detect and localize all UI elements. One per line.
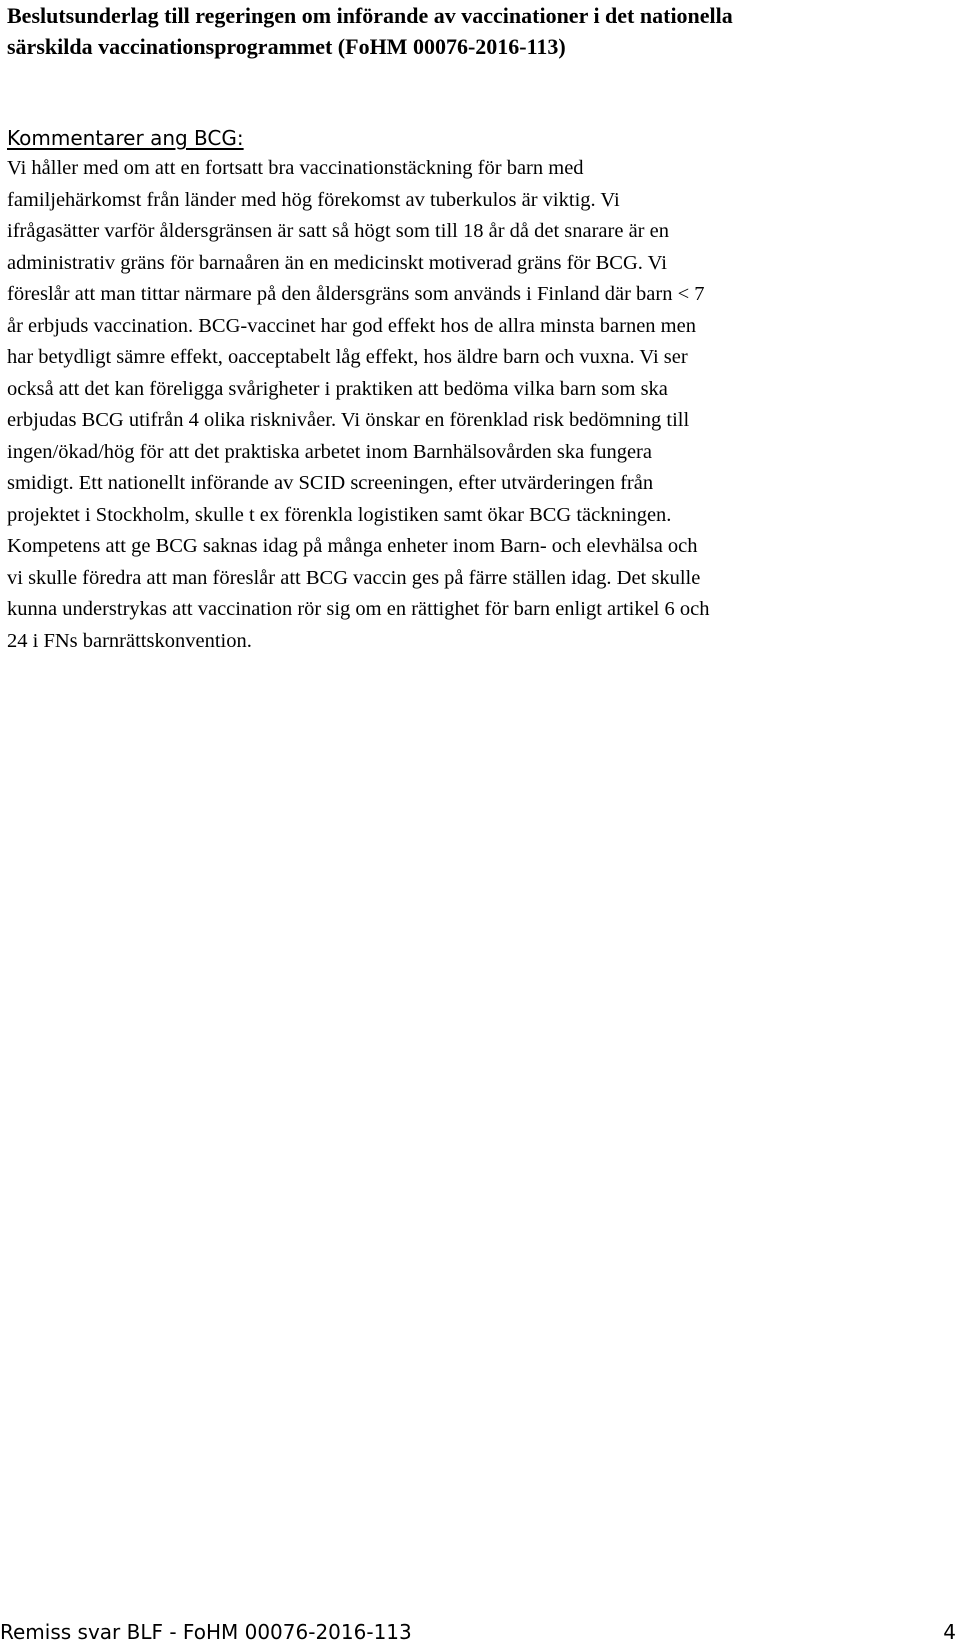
body-line: år erbjuds vaccination. BCG-vaccinet har god effekt hos de allra minsta barnen men bbox=[7, 314, 696, 337]
body-line: 24 i FNs barnrättskonvention. bbox=[7, 629, 252, 652]
body-line: har betydligt sämre effekt, oacceptabelt låg effekt, hos äldre barn och vuxna. Vi ser bbox=[7, 346, 688, 368]
body-line: administrativ gräns för barnaåren än en medicinskt motiverad gräns för BCG. Vi bbox=[7, 251, 667, 274]
body-line: smidigt. Ett nationellt införande av SCID screeningen, efter utvärderingen från bbox=[7, 472, 654, 494]
body-line: familjehärkomst från länder med hög förekomst av tuberkulos är viktig. Vi bbox=[7, 188, 620, 211]
body-line: kunna understrykas att vaccination rör sig om en rättighet för barn enligt artikel 6 och bbox=[7, 598, 710, 620]
page-number: 4 bbox=[943, 1620, 956, 1644]
body-line: Kompetens att ge BCG saknas idag på många enheter inom Barn- och elevhälsa och bbox=[7, 535, 698, 557]
body-line: ifrågasätter varför åldersgränsen är satt så högt som till 18 år då det snarare är en bbox=[7, 220, 669, 242]
footer-reference: Remiss svar BLF - FoHM 00076-2016-113 bbox=[0, 1620, 412, 1644]
document-title-line-2: särskilda vaccinationsprogrammet (FoHM 00076-2016-113) bbox=[7, 34, 566, 59]
body-line: Vi håller med om att en fortsatt bra vaccinationstäckning för barn med bbox=[7, 157, 584, 179]
body-line: erbjudas BCG utifrån 4 olika risknivåer. Vi önskar en förenklad risk bedömning till bbox=[7, 409, 690, 431]
body-paragraph bbox=[7, 153, 952, 657]
body-line: ingen/ökad/hög för att det praktiska arbetet inom Barnhälsovården ska fungera bbox=[7, 440, 652, 463]
body-line: också att det kan föreligga svårigheter i praktiken att bedöma vilka barn som ska bbox=[7, 377, 668, 400]
document-title-line-1: Beslutsunderlag till regeringen om införande av vaccinationer i det nationella bbox=[7, 3, 733, 28]
document-title bbox=[7, 0, 947, 62]
body-line: vi skulle föredra att man föreslår att BCG vaccin ges på färre ställen idag. Det skulle bbox=[7, 566, 701, 589]
section-heading: Kommentarer ang BCG: bbox=[7, 126, 244, 150]
body-line: föreslår att man tittar närmare på den åldersgräns som används i Finland där barn < 7 bbox=[7, 283, 705, 305]
body-line: projektet i Stockholm, skulle t ex förenkla logistiken samt ökar BCG täckningen. bbox=[7, 503, 672, 526]
